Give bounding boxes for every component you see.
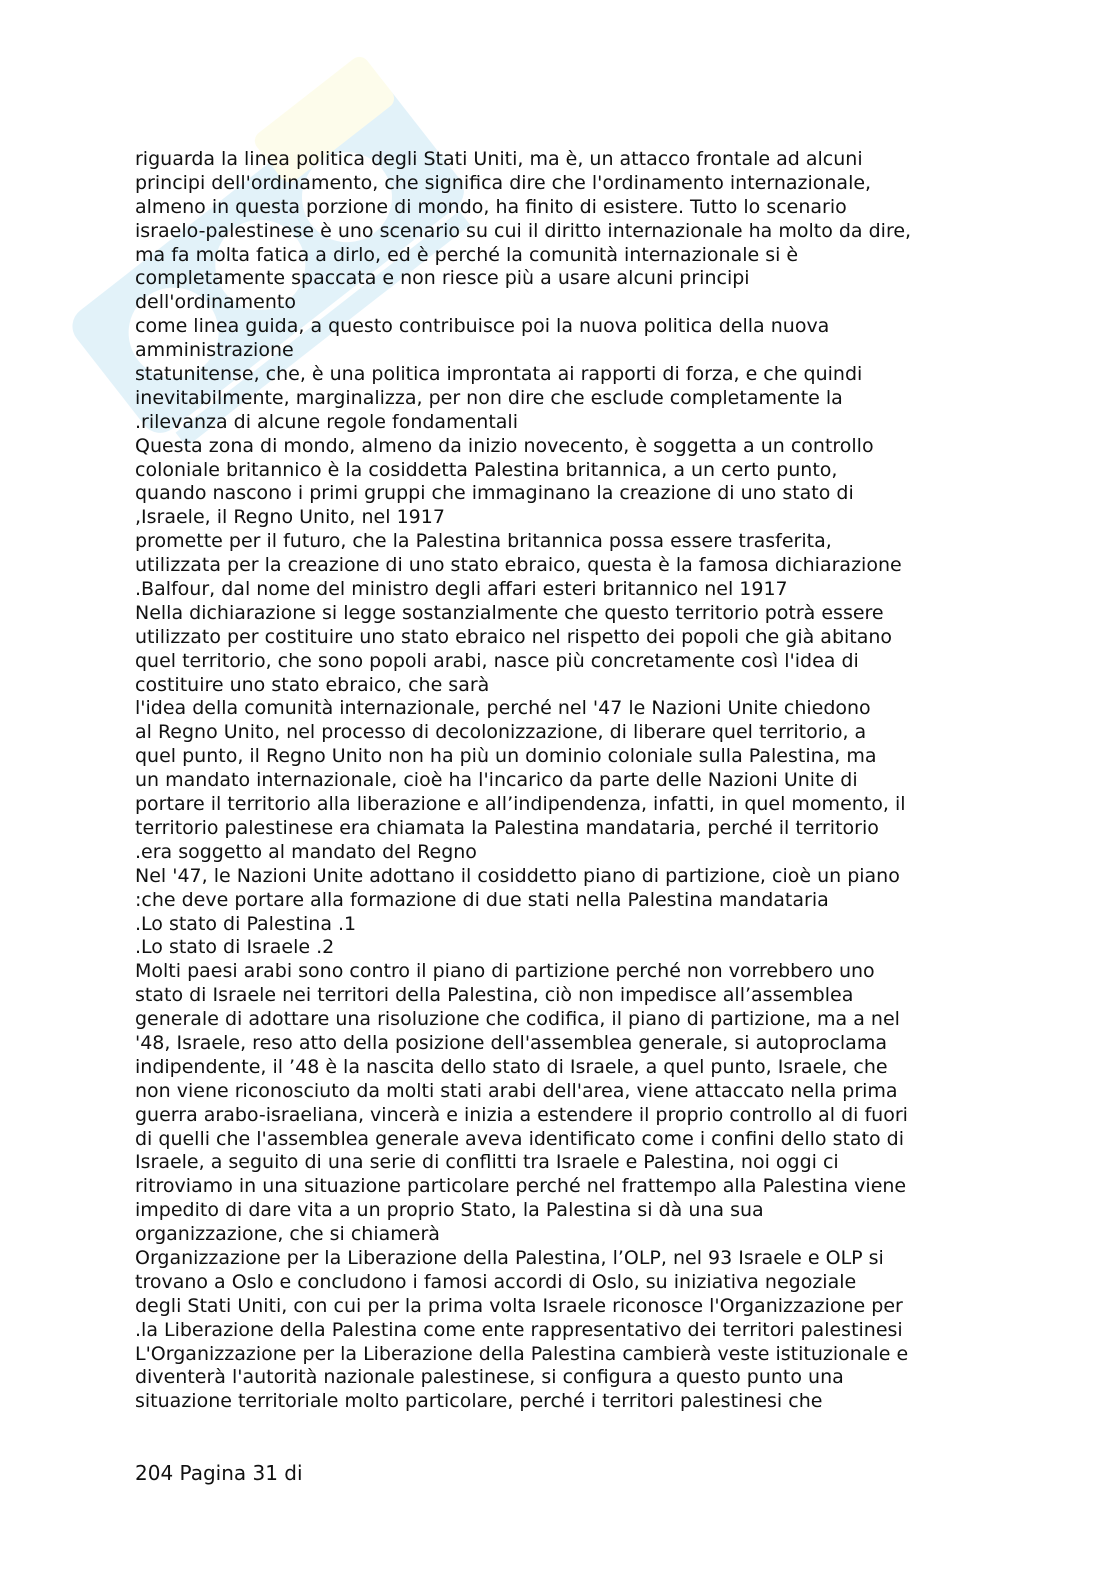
text-line: .Balfour, dal nome del ministro degli affari esteri britannico nel 1917 <box>135 578 788 601</box>
text-line: Molti paesi arabi sono contro il piano di partizione perché non vorrebbero uno <box>135 960 875 983</box>
text-line: degli Stati Uniti, con cui per la prima volta Israele riconosce l'Organizzazione per <box>135 1294 903 1317</box>
text-line: organizzazione, che si chiamerà <box>135 1223 440 1246</box>
text-line: quel territorio, che sono popoli arabi, nasce più concretamente così l'idea di <box>135 649 859 672</box>
text-line: portare il territorio alla liberazione e all’indipendenza, infatti, in quel momento, il <box>135 793 906 816</box>
text-line: principi dell'ordinamento, che significa dire che l'ordinamento internazionale, <box>135 171 872 194</box>
text-line: Israele, a seguito di una serie di conflitti tra Israele e Palestina, noi oggi ci <box>135 1151 839 1174</box>
text-line: .rilevanza di alcune regole fondamentali <box>135 410 518 433</box>
text-line: amministrazione <box>135 339 294 362</box>
text-line: quando nascono i primi gruppi che immaginano la creazione di uno stato di <box>135 482 854 505</box>
text-line: .Lo stato di Palestina .1 <box>135 912 357 935</box>
text-line: indipendente, il ’48 è la nascita dello stato di Israele, a quel punto, Israele, che <box>135 1055 888 1078</box>
document-body <box>135 148 995 1414</box>
text-line: un mandato internazionale, cioè ha l'incarico da parte delle Nazioni Unite di <box>135 769 858 792</box>
text-line: utilizzato per costituire uno stato ebraico nel rispetto dei popoli che già abitano <box>135 625 893 648</box>
text-line: .la Liberazione della Palestina come ente rappresentativo dei territori palestinesi <box>135 1318 903 1341</box>
text-line: generale di adottare una risoluzione che codifica, il piano di partizione, ma a nel <box>135 1008 900 1031</box>
text-line: trovano a Oslo e concludono i famosi accordi di Oslo, su iniziativa negoziale <box>135 1270 857 1293</box>
text-line: costituire uno stato ebraico, che sarà <box>135 673 490 696</box>
text-line: impedito di dare vita a un proprio Stato, la Palestina si dà una sua <box>135 1199 764 1222</box>
text-line: :che deve portare alla formazione di due stati nella Palestina mandataria <box>135 888 829 911</box>
text-line: situazione territoriale molto particolare, perché i territori palestinesi che <box>135 1390 823 1413</box>
text-line: almeno in questa porzione di mondo, ha finito di esistere. Tutto lo scenario <box>135 195 847 218</box>
text-line: quel punto, il Regno Unito non ha più un dominio coloniale sulla Palestina, ma <box>135 745 877 768</box>
text-line: ma fa molta fatica a dirlo, ed è perché la comunità internazionale si è <box>135 243 799 266</box>
text-line: L'Organizzazione per la Liberazione della Palestina cambierà veste istituzionale e <box>135 1342 909 1365</box>
text-line: stato di Israele nei territori della Palestina, ciò non impedisce all’assemblea <box>135 984 854 1007</box>
text-line: ritroviamo in una situazione particolare perché nel frattempo alla Palestina viene <box>135 1175 907 1198</box>
text-line: riguarda la linea politica degli Stati Uniti, ma è, un attacco frontale ad alcuni <box>135 148 863 170</box>
text-line: diventerà l'autorità nazionale palestinese, si configura a questo punto una <box>135 1366 844 1389</box>
text-line: l'idea della comunità internazionale, perché nel '47 le Nazioni Unite chiedono <box>135 697 871 720</box>
text-line: ,Israele, il Regno Unito, nel 1917 <box>135 506 445 529</box>
text-line: come linea guida, a questo contribuisce poi la nuova politica della nuova <box>135 315 830 338</box>
page-number-footer: 204 Pagina 31 di <box>135 1461 303 1485</box>
text-line: Questa zona di mondo, almeno da inizio novecento, è soggetta a un controllo <box>135 434 874 457</box>
text-line: promette per il futuro, che la Palestina britannica possa essere trasferita, <box>135 530 832 553</box>
text-line: inevitabilmente, marginalizza, per non dire che esclude completamente la <box>135 386 843 409</box>
text-line: Organizzazione per la Liberazione della Palestina, l’OLP, nel 93 Israele e OLP si <box>135 1246 884 1269</box>
text-line: Nella dichiarazione si legge sostanzialmente che questo territorio potrà essere <box>135 601 884 624</box>
text-line: israelo-palestinese è uno scenario su cui il diritto internazionale ha molto da dire, <box>135 219 912 242</box>
text-line: dell'ordinamento <box>135 291 296 314</box>
text-line: '48, Israele, reso atto della posizione dell'assemblea generale, si autoproclama <box>135 1031 887 1054</box>
text-line: statunitense, che, è una politica improntata ai rapporti di forza, e che quindi <box>135 363 863 386</box>
text-line: territorio palestinese era chiamata la Palestina mandataria, perché il territorio <box>135 816 879 839</box>
text-line: Nel '47, le Nazioni Unite adottano il cosiddetto piano di partizione, cioè un piano <box>135 864 900 887</box>
text-line: al Regno Unito, nel processo di decolonizzazione, di liberare quel territorio, a <box>135 721 867 744</box>
text-line: di quelli che l'assemblea generale aveva identificato come i confini dello stato di <box>135 1127 905 1150</box>
text-line: .era soggetto al mandato del Regno <box>135 840 477 863</box>
text-line: utilizzata per la creazione di uno stato ebraico, questa è la famosa dichiarazione <box>135 554 902 577</box>
text-line: completamente spaccata e non riesce più a usare alcuni principi <box>135 267 750 290</box>
text-line: coloniale britannico è la cosiddetta Palestina britannica, a un certo punto, <box>135 458 838 481</box>
text-line: guerra arabo-israeliana, vincerà e inizia a estendere il proprio controllo al di fuori <box>135 1103 908 1126</box>
text-line: non viene riconosciuto da molti stati arabi dell'area, viene attaccato nella prima <box>135 1079 898 1102</box>
text-line: .Lo stato di Israele .2 <box>135 936 335 959</box>
